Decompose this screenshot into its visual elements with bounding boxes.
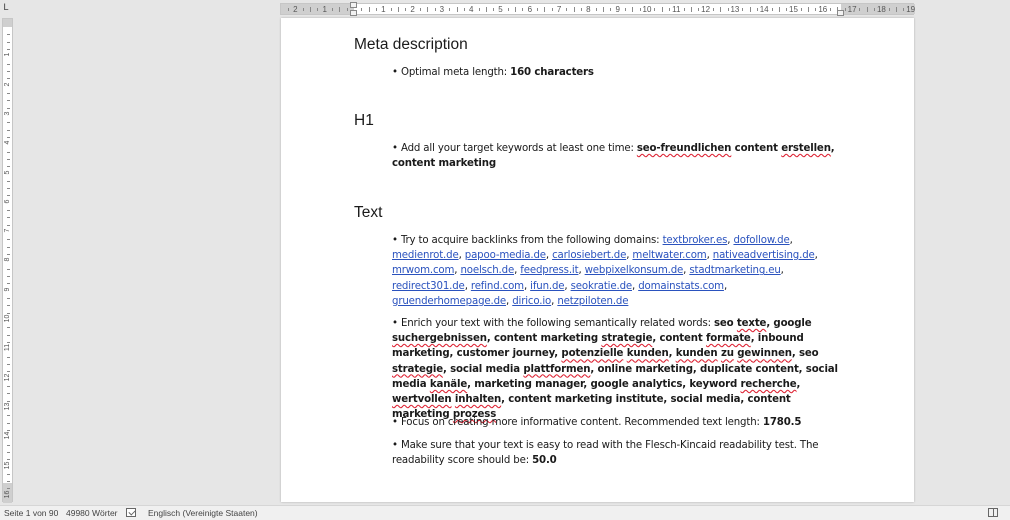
vruler-top-margin — [3, 19, 12, 27]
ruler-number: 18 — [876, 5, 886, 14]
ruler-number: 7 — [556, 5, 562, 14]
text-run: , — [626, 250, 633, 262]
ruler-tick — [750, 7, 751, 12]
vruler-number: 5 — [4, 170, 11, 174]
ruler-tick — [515, 7, 516, 12]
ruler-tick — [376, 8, 377, 11]
spellcheck-flagged-word: inhalten — [454, 394, 502, 406]
page-count[interactable]: Seite 1 von 90 — [4, 508, 59, 518]
backlink-domain-link[interactable]: seokratie.de — [570, 280, 632, 292]
vruler-tick — [7, 217, 10, 218]
ruler-number: 1 — [381, 5, 386, 14]
heading-h1: H1 — [354, 112, 374, 129]
backlink-domain-link[interactable]: dirico.io — [512, 295, 552, 307]
ruler-tick — [684, 8, 685, 11]
ruler-tick — [698, 8, 699, 11]
ruler-number: 11 — [672, 5, 681, 14]
text-run: • Enrich your text with the following semantically related words: — [392, 318, 714, 329]
spellcheck-flagged-word: prozess — [452, 409, 497, 421]
vruler-number: 7 — [4, 228, 11, 233]
ruler-number: 2 — [293, 5, 298, 14]
vruler-number: 2 — [4, 82, 11, 87]
vruler-tick — [7, 357, 10, 358]
spellcheck-flagged-word: suchergebnissen — [392, 333, 487, 345]
read-mode-icon[interactable] — [988, 508, 998, 517]
vruler-number: 14 — [4, 431, 11, 440]
ruler-number: 10 — [642, 5, 652, 14]
ruler-tick — [427, 7, 428, 12]
vruler-tick — [7, 93, 10, 94]
ruler-tick — [339, 7, 340, 12]
backlink-domain-link[interactable]: gruenderhomepage.de — [392, 295, 507, 307]
text-run: , — [683, 265, 690, 277]
text-run: • Add all your target keywords at least one time: — [392, 143, 637, 154]
ruler-tick — [896, 7, 897, 12]
vruler-tick — [7, 34, 10, 35]
ruler-tick — [317, 8, 318, 11]
ruler-tick — [596, 8, 597, 11]
text-run: , — [780, 265, 784, 277]
ruler-tick — [889, 8, 890, 11]
text-run: , — [632, 280, 639, 292]
ruler-number: 12 — [701, 5, 711, 14]
text-run: , content marketing — [392, 143, 835, 170]
backlink-domain-link[interactable]: meltwater.com — [632, 250, 707, 262]
vruler-number: 15 — [4, 461, 11, 469]
text-run: , — [454, 265, 461, 277]
ruler-tick — [552, 8, 553, 11]
text-run: , — [523, 280, 531, 292]
ruler-tick — [361, 8, 362, 11]
spellcheck-flagged-word: zu — [720, 348, 734, 360]
text-run: , — [723, 280, 728, 292]
vruler-number: 11 — [4, 344, 11, 352]
ruler-tick — [603, 7, 604, 12]
ruler-tick — [347, 8, 348, 11]
backlink-domain-link[interactable]: noelsch.de — [460, 265, 515, 277]
vruler-number: 12 — [4, 373, 11, 381]
text-run: , — [506, 295, 513, 307]
text-run: , — [514, 265, 521, 277]
ruler-tick — [457, 7, 458, 12]
ruler-tick — [449, 8, 450, 11]
paragraph-meta-length[interactable] — [392, 65, 842, 80]
word-count[interactable]: 49980 Wörter — [66, 508, 118, 518]
text-run: • Focus on creating more informative content. Recommended text length: — [392, 417, 763, 428]
text-run: , — [578, 265, 585, 277]
document-page[interactable] — [281, 18, 914, 502]
text-run: , inbound marketing, customer journey, — [392, 333, 804, 360]
text-run: , — [551, 295, 558, 307]
ruler-tick — [742, 8, 743, 11]
spellcheck-flagged-word: strategie — [392, 363, 443, 375]
vruler-number: 13 — [4, 402, 11, 411]
ruler-number: 4 — [468, 5, 474, 14]
vruler-number: 4 — [4, 140, 11, 145]
ruler-tick — [903, 8, 904, 11]
text-run: , — [789, 235, 793, 246]
vruler-tick — [7, 415, 10, 416]
vruler-tick — [7, 100, 10, 101]
backlink-domain-link[interactable]: refind.com — [470, 280, 524, 292]
vruler-tick — [7, 276, 10, 277]
vruler-tick — [7, 445, 10, 446]
vruler-tick — [7, 298, 10, 299]
vruler-tick — [7, 159, 10, 160]
ruler-tick — [845, 8, 846, 11]
ruler-tick — [640, 8, 641, 11]
spellcheck-flagged-word: kunden — [675, 348, 718, 360]
vruler-tick — [7, 64, 10, 65]
text-run: 1780.5 — [762, 417, 802, 428]
spellcheck-flagged-word: recherche — [740, 378, 797, 390]
vruler-tick — [7, 452, 10, 453]
text-run: , content marketing institute, social media, content marketing — [392, 394, 791, 421]
ruler-tick — [493, 8, 494, 11]
backlink-domain-link[interactable]: mrwom.com — [392, 265, 455, 277]
ruler-tick — [310, 7, 311, 12]
text-run: • Make sure that your text is easy to read with the Flesch-Kincaid readability test. The readability score should be: — [392, 440, 819, 467]
ruler-number: 13 — [730, 5, 740, 14]
text-run: 160 characters — [510, 67, 594, 78]
text-run: , — [796, 378, 801, 390]
ruler-tick — [713, 8, 714, 11]
paragraph-related-words[interactable] — [392, 316, 842, 422]
ruler-tick — [859, 8, 860, 11]
ruler-tick — [288, 8, 289, 11]
backlink-domain-link[interactable]: dofollow.de — [733, 235, 790, 246]
spellcheck-flagged-word: seo-freundlichen — [636, 143, 732, 154]
backlink-domain-link[interactable]: nativeadvertising.de — [712, 250, 815, 262]
vruler-tick — [7, 247, 10, 248]
ruler-tick — [303, 8, 304, 11]
spellcheck-flagged-word: strategie — [601, 333, 653, 345]
vruler-tick — [7, 122, 10, 123]
paragraph-text-length[interactable] — [392, 415, 842, 430]
text-run: • Optimal meta length: — [392, 67, 511, 78]
ruler-tick — [522, 8, 523, 11]
ruler-number: 15 — [789, 5, 798, 14]
ruler-tick — [464, 8, 465, 11]
ruler-tick — [779, 7, 780, 12]
backlink-domain-link[interactable]: stadtmarketing.eu — [689, 265, 781, 277]
language-indicator[interactable]: Englisch (Vereinigte Staaten) — [148, 508, 258, 518]
ruler-number: 3 — [439, 5, 445, 14]
ruler-tick — [720, 7, 721, 12]
ruler-number: 9 — [615, 5, 620, 14]
text-run: , — [814, 250, 818, 262]
ruler-tick — [669, 8, 670, 11]
vruler-number: 10 — [4, 314, 11, 323]
hanging-indent-marker[interactable] — [350, 10, 357, 16]
vruler-number: 1 — [4, 52, 11, 57]
horizontal-ruler[interactable] — [280, 3, 914, 15]
proofing-icon[interactable] — [126, 508, 136, 517]
backlink-domain-link[interactable]: domainstats.com — [638, 280, 724, 292]
ruler-tick — [786, 8, 787, 11]
vruler-tick — [7, 210, 10, 211]
text-run: , — [464, 280, 471, 292]
ruler-number: 14 — [759, 5, 769, 14]
text-run: , — [564, 280, 571, 292]
ruler-tick — [654, 8, 655, 11]
spellcheck-flagged-word: erstellen — [781, 143, 831, 154]
text-run: , social media — [442, 363, 524, 375]
ruler-number: 6 — [527, 5, 533, 14]
ruler-number: 16 — [818, 5, 828, 14]
vruler-number: 8 — [4, 257, 11, 262]
vruler-number: 9 — [4, 287, 11, 292]
vruler-tick — [7, 335, 10, 336]
vruler-tick — [7, 393, 10, 394]
ruler-number: 2 — [410, 5, 415, 14]
text-run: , content marketing — [486, 333, 602, 345]
tab-selector[interactable]: L — [3, 3, 9, 13]
text-run: , — [545, 250, 553, 262]
backlink-domain-link[interactable]: feedpress.it — [520, 265, 579, 277]
vruler-tick — [7, 364, 10, 365]
text-run: • Try to acquire backlinks from the following domains: — [392, 235, 663, 246]
ruler-number: 8 — [586, 5, 591, 14]
ruler-tick — [508, 8, 509, 11]
backlink-domain-link[interactable]: medienrot.de — [392, 250, 459, 262]
text-run: , — [706, 250, 713, 262]
ruler-tick — [867, 7, 868, 12]
vruler-tick — [7, 269, 10, 270]
text-run: content — [731, 143, 782, 154]
vruler-tick — [7, 327, 10, 328]
ruler-tick — [815, 8, 816, 11]
ruler-tick — [728, 8, 729, 11]
vertical-ruler[interactable] — [2, 18, 13, 502]
vruler-tick — [7, 474, 10, 475]
backlink-domain-link[interactable]: ifun.de — [530, 280, 565, 292]
vruler-tick — [7, 423, 10, 424]
ruler-tick — [801, 8, 802, 11]
ruler-tick — [581, 8, 582, 11]
status-bar — [0, 505, 1010, 520]
spellcheck-flagged-word: kunden — [626, 348, 669, 360]
paragraph-readability[interactable] — [392, 438, 842, 468]
ruler-number: 17 — [847, 5, 857, 14]
ruler-number: 1 — [322, 5, 327, 14]
ruler-tick — [625, 8, 626, 11]
text-run: , — [458, 250, 465, 262]
ruler-tick — [479, 8, 480, 11]
text-run: , content — [652, 333, 706, 345]
ruler-tick — [420, 8, 421, 11]
spellcheck-flagged-word: formate — [706, 333, 751, 345]
backlink-domain-link[interactable]: redirect301.de — [392, 280, 465, 292]
ruler-tick — [566, 8, 567, 11]
ruler-tick — [632, 7, 633, 12]
spellcheck-flagged-word: plattformen — [523, 363, 591, 375]
ruler-tick — [662, 7, 663, 12]
text-run: , seo — [791, 348, 819, 360]
ruler-number: 5 — [498, 5, 503, 14]
ruler-tick — [691, 7, 692, 12]
first-line-indent-marker[interactable] — [350, 2, 357, 8]
backlink-domain-link[interactable]: netzpiloten.de — [557, 295, 629, 307]
ruler-tick — [757, 8, 758, 11]
spellcheck-flagged-word: kanäle — [429, 378, 468, 390]
heading-text: Text — [354, 204, 383, 221]
text-run: , — [727, 235, 734, 246]
text-run: , online marketing, duplicate content, social media — [392, 363, 838, 390]
ruler-tick — [830, 8, 831, 11]
text-run: , — [668, 348, 676, 360]
ruler-tick — [435, 8, 436, 11]
heading-meta-description: Meta description — [354, 36, 468, 53]
ruler-tick — [874, 8, 875, 11]
vruler-number: 6 — [4, 199, 11, 204]
ruler-tick — [398, 7, 399, 12]
ruler-tick — [808, 7, 809, 12]
paragraph-backlinks[interactable] — [392, 233, 842, 309]
ruler-tick — [332, 8, 333, 11]
spellcheck-flagged-word: texte — [736, 318, 767, 329]
vruler-number: 16 — [4, 490, 11, 499]
backlink-domain-link[interactable]: textbroker.es — [662, 235, 728, 246]
vruler-tick — [7, 481, 10, 482]
vruler-number: 3 — [4, 111, 11, 116]
backlink-domain-link[interactable]: webpixelkonsum.de — [584, 265, 684, 277]
vruler-tick — [7, 188, 10, 189]
text-run: , google — [766, 318, 812, 329]
right-indent-marker[interactable] — [837, 10, 844, 16]
ruler-tick — [537, 8, 538, 11]
ruler-number: 19 — [906, 5, 916, 14]
backlink-domain-link[interactable]: papoo-media.de — [464, 250, 546, 262]
ruler-tick — [391, 8, 392, 11]
ruler-tick — [486, 7, 487, 12]
vruler-tick — [7, 386, 10, 387]
text-run: seo — [713, 318, 734, 329]
ruler-tick — [574, 7, 575, 12]
ruler-tick — [772, 8, 773, 11]
vruler-tick — [7, 239, 10, 240]
spellcheck-flagged-word: gewinnen — [737, 348, 792, 360]
backlink-domain-link[interactable]: carlosiebert.de — [552, 250, 627, 262]
spellcheck-flagged-word: wertvollen — [392, 394, 452, 406]
top-ruler-area — [0, 0, 1010, 18]
paragraph-target-keywords[interactable] — [392, 141, 842, 171]
vruler-tick — [7, 181, 10, 182]
ruler-tick — [610, 8, 611, 11]
vruler-tick — [7, 42, 10, 43]
ruler-tick — [405, 8, 406, 11]
ruler-tick — [544, 7, 545, 12]
ruler-tick — [369, 7, 370, 12]
vruler-tick — [7, 305, 10, 306]
text-run: , marketing manager, google analytics, keyword — [467, 378, 741, 390]
vruler-tick — [7, 130, 10, 131]
vruler-tick — [7, 152, 10, 153]
spellcheck-flagged-word: potenzielle — [561, 348, 624, 360]
text-run: 50.0 — [532, 455, 557, 467]
vruler-tick — [7, 71, 10, 72]
